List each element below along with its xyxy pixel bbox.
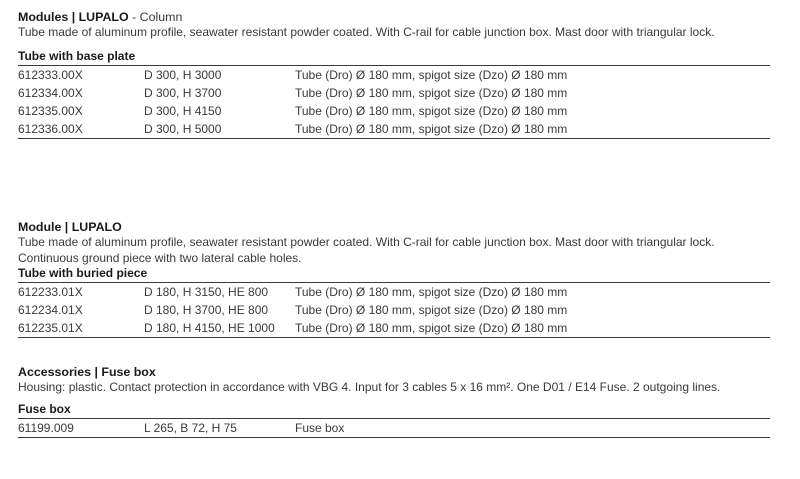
article-number: 612333.00X bbox=[18, 67, 83, 82]
table-row bbox=[18, 283, 770, 301]
section-subtitle: - Column bbox=[128, 10, 183, 24]
table-row bbox=[18, 301, 770, 319]
dimensions: D 180, H 3150, HE 800 bbox=[144, 285, 269, 299]
product-table bbox=[18, 283, 770, 338]
description: Tube (Dro) Ø 180 mm, spigot size (Dzo) Ø 180 mm bbox=[295, 121, 568, 136]
dimensions: D 300, H 3000 bbox=[144, 67, 222, 82]
dimensions: D 300, H 5000 bbox=[144, 121, 222, 136]
product-table bbox=[18, 419, 770, 438]
section-description: Tube made of aluminum profile, seawater resistant powder coated. With C-rail for cable junction box. Mast door with triangular lock. bbox=[18, 25, 715, 39]
article-number: 61199.009 bbox=[18, 420, 74, 435]
table-row bbox=[18, 419, 770, 437]
dimensions: D 300, H 3700 bbox=[144, 85, 222, 100]
article-number: 612233.01X bbox=[18, 285, 83, 299]
table-row bbox=[18, 66, 770, 84]
section-accessories bbox=[18, 365, 770, 438]
table-row bbox=[18, 319, 770, 337]
article-number: 612334.00X bbox=[18, 85, 83, 100]
table-row bbox=[18, 102, 770, 120]
section-description: Housing: plastic. Contact protection in accordance with VBG 4. Input for 3 cables 5 x 16 mm². One D01 / E14 Fuse. 2 outgoing lines. bbox=[18, 380, 721, 394]
section-column bbox=[18, 10, 770, 139]
description: Tube (Dro) Ø 180 mm, spigot size (Dzo) Ø 180 mm bbox=[295, 285, 568, 299]
section-heading bbox=[18, 220, 770, 235]
section-title: Accessories | Fuse box bbox=[18, 365, 156, 379]
description: Fuse box bbox=[295, 420, 345, 435]
section-module bbox=[18, 220, 770, 338]
product-table bbox=[18, 66, 770, 139]
table-title: Fuse box bbox=[18, 402, 770, 419]
article-number: 612336.00X bbox=[18, 121, 83, 136]
table-row bbox=[18, 84, 770, 102]
section-title: Module | LUPALO bbox=[18, 220, 122, 234]
dimensions: D 300, H 4150 bbox=[144, 103, 222, 118]
table-title: Tube with base plate bbox=[18, 49, 770, 66]
dimensions: L 265, B 72, H 75 bbox=[144, 420, 237, 435]
section-title: Modules | LUPALO bbox=[18, 10, 129, 24]
section-heading bbox=[18, 10, 770, 25]
dimensions: D 180, H 3700, HE 800 bbox=[144, 303, 269, 317]
article-number: 612234.01X bbox=[18, 303, 83, 317]
description: Tube (Dro) Ø 180 mm, spigot size (Dzo) Ø 180 mm bbox=[295, 67, 568, 82]
table-row bbox=[18, 120, 770, 138]
dimensions: D 180, H 4150, HE 1000 bbox=[144, 321, 275, 335]
article-number: 612335.00X bbox=[18, 103, 83, 118]
section-description: Tube made of aluminum profile, seawater resistant powder coated. With C-rail for cable junction box. Mast door with triangular lock. bbox=[18, 235, 715, 249]
description: Tube (Dro) Ø 180 mm, spigot size (Dzo) Ø 180 mm bbox=[295, 321, 568, 335]
article-number: 612235.01X bbox=[18, 321, 83, 335]
description: Tube (Dro) Ø 180 mm, spigot size (Dzo) Ø 180 mm bbox=[295, 303, 568, 317]
section-description-2: Continuous ground piece with two lateral cable holes. bbox=[18, 250, 302, 265]
table-title: Tube with buried piece bbox=[18, 266, 770, 283]
section-heading bbox=[18, 365, 770, 380]
description: Tube (Dro) Ø 180 mm, spigot size (Dzo) Ø 180 mm bbox=[295, 103, 568, 118]
description: Tube (Dro) Ø 180 mm, spigot size (Dzo) Ø 180 mm bbox=[295, 85, 568, 100]
